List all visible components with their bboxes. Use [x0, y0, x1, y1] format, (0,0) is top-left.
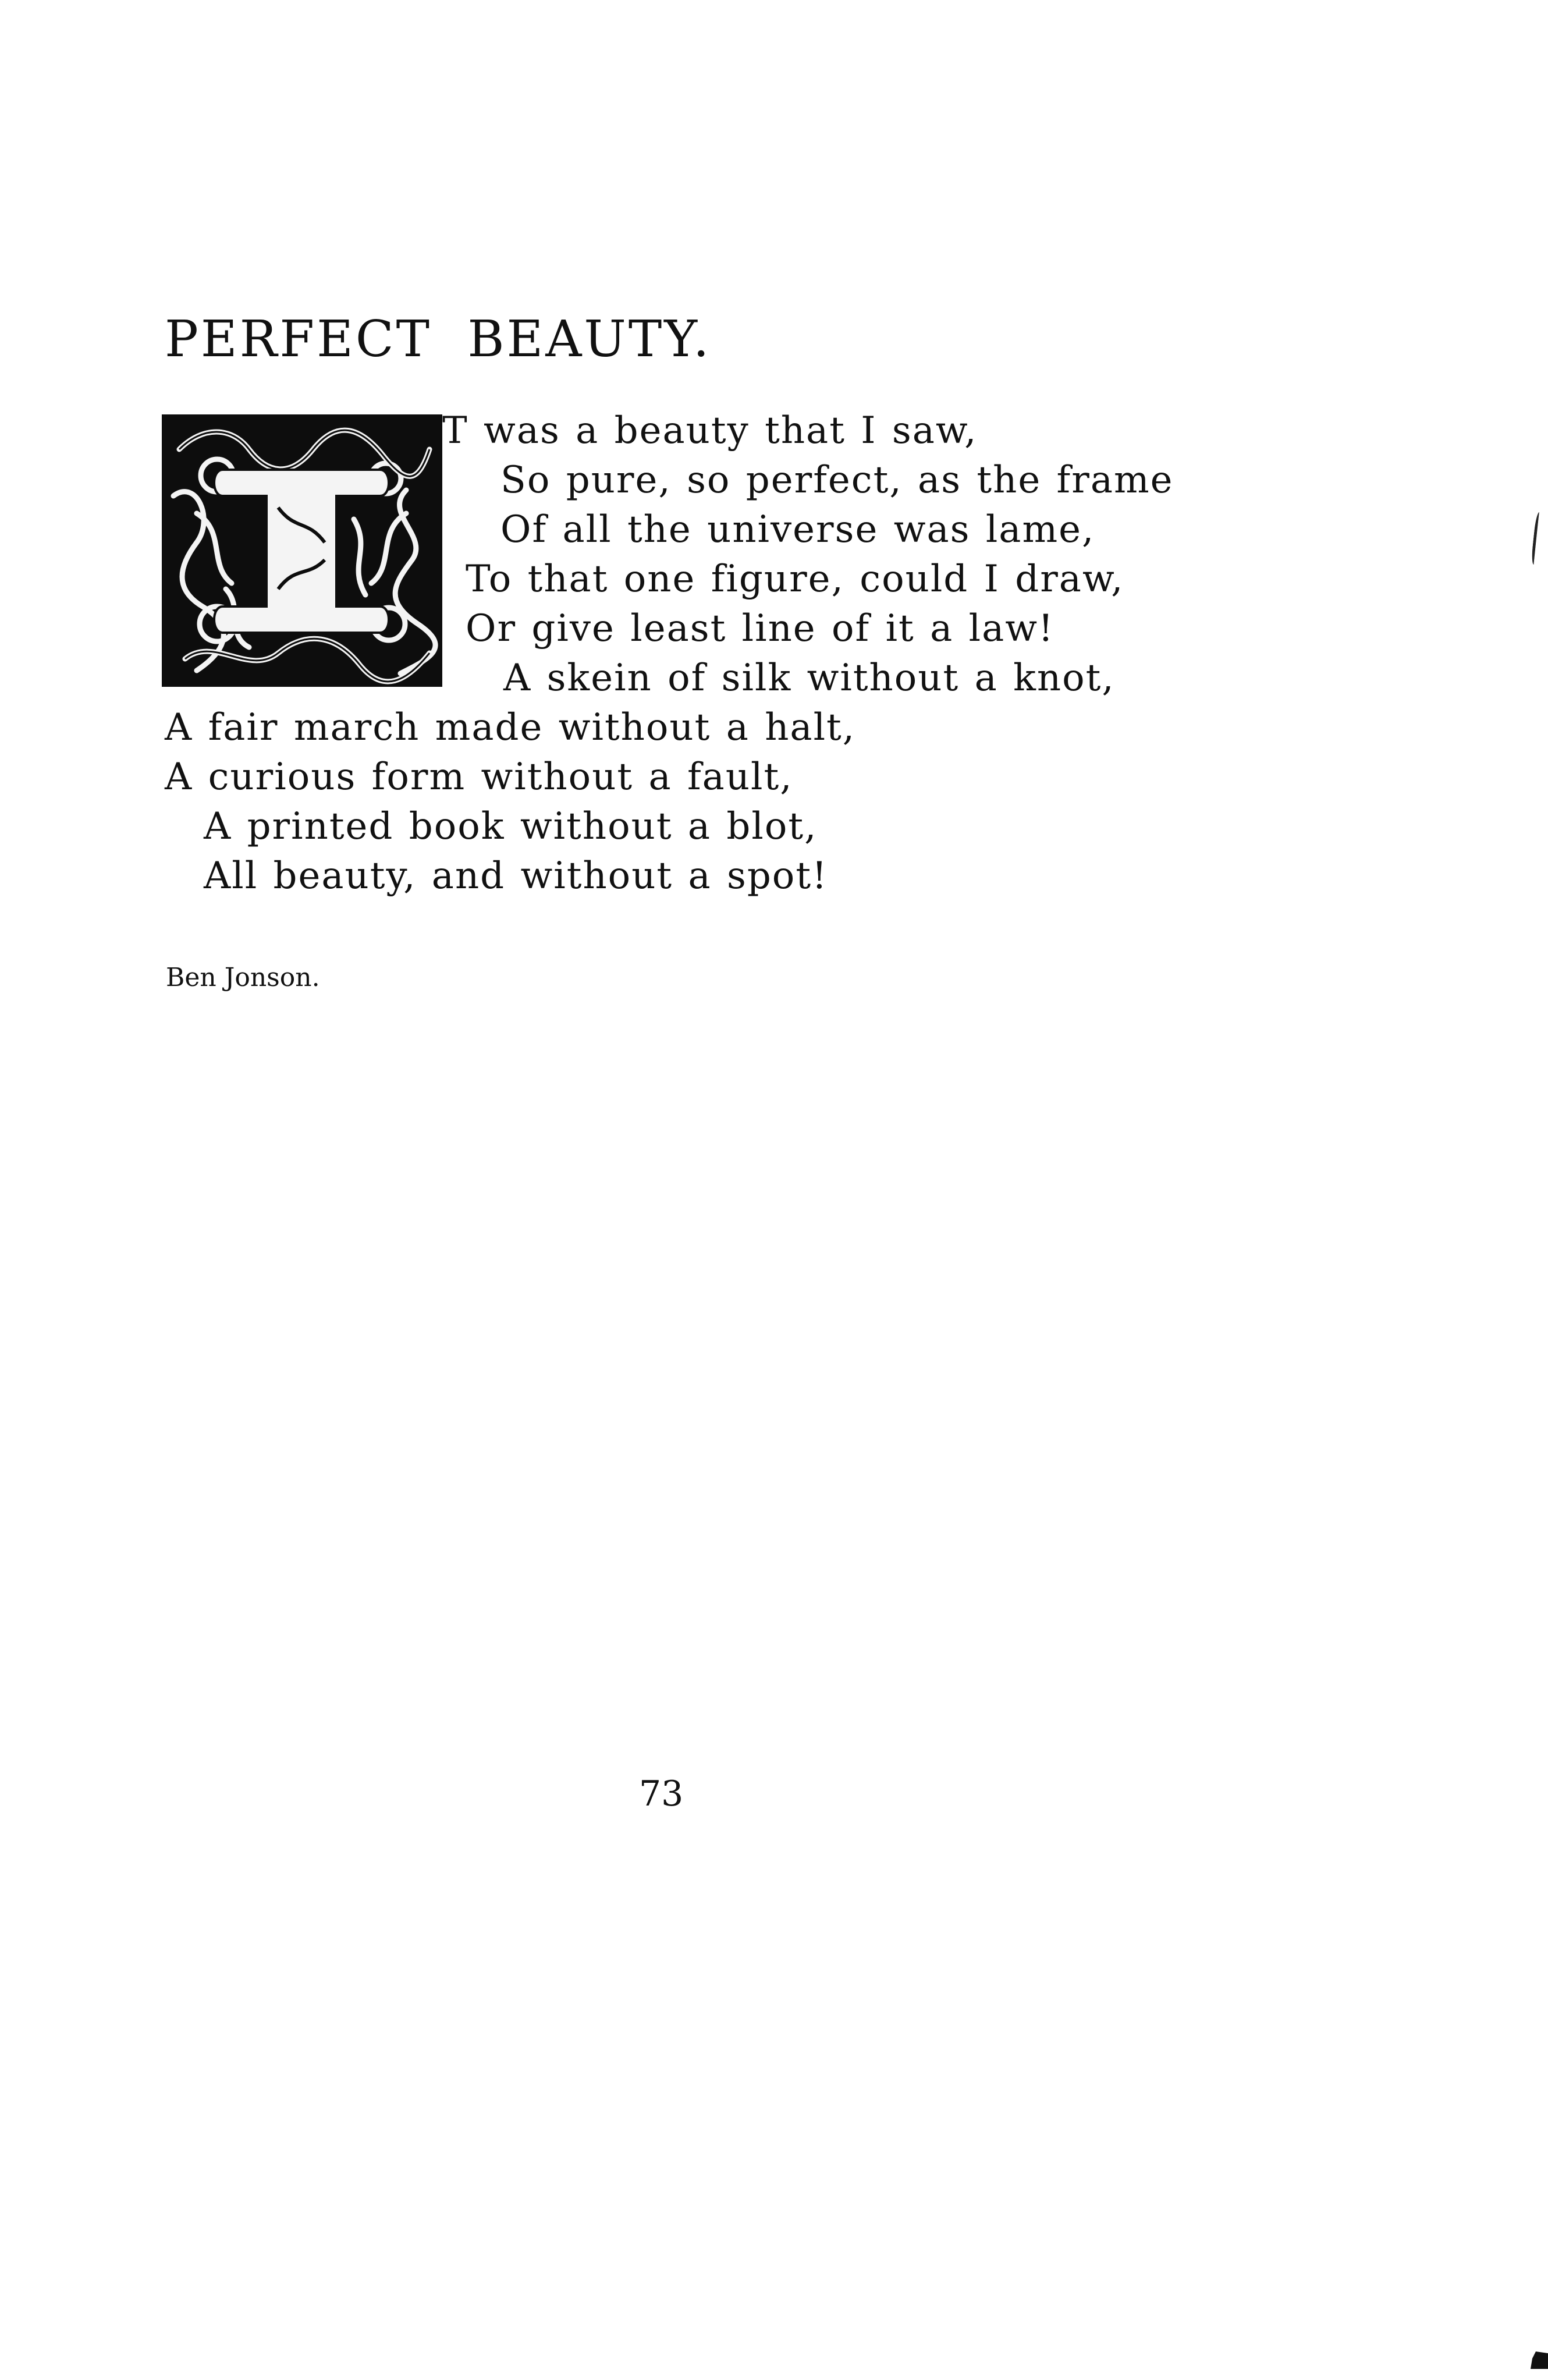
page-number: 73 — [639, 1774, 684, 1814]
poem-line: T was a beauty that I saw, — [442, 409, 978, 452]
poem-line: Of all the universe was lame, — [500, 508, 1095, 551]
poem-line: A skein of silk without a knot, — [503, 657, 1115, 700]
poem-line: So pure, so perfect, as the frame — [500, 459, 1174, 502]
ornamental-knotwork-icon — [162, 414, 442, 687]
poem-line: Or give least line of it a law! — [466, 607, 1055, 650]
poem-line: A fair march made without a halt, — [165, 706, 856, 749]
poem-title: PERFECT BEAUTY. — [165, 310, 712, 368]
margin-scan-mark — [1531, 512, 1543, 565]
poem-line: A curious form without a fault, — [165, 756, 793, 799]
decorative-initial-letter — [162, 414, 442, 687]
corner-scan-mark — [1531, 2351, 1548, 2369]
poem-line: A printed book without a blot, — [204, 805, 818, 848]
poem-line: To that one figure, could I draw, — [466, 558, 1124, 601]
poem-author: Ben Jonson. — [166, 963, 320, 992]
poem-line: All beauty, and without a spot! — [204, 854, 828, 898]
